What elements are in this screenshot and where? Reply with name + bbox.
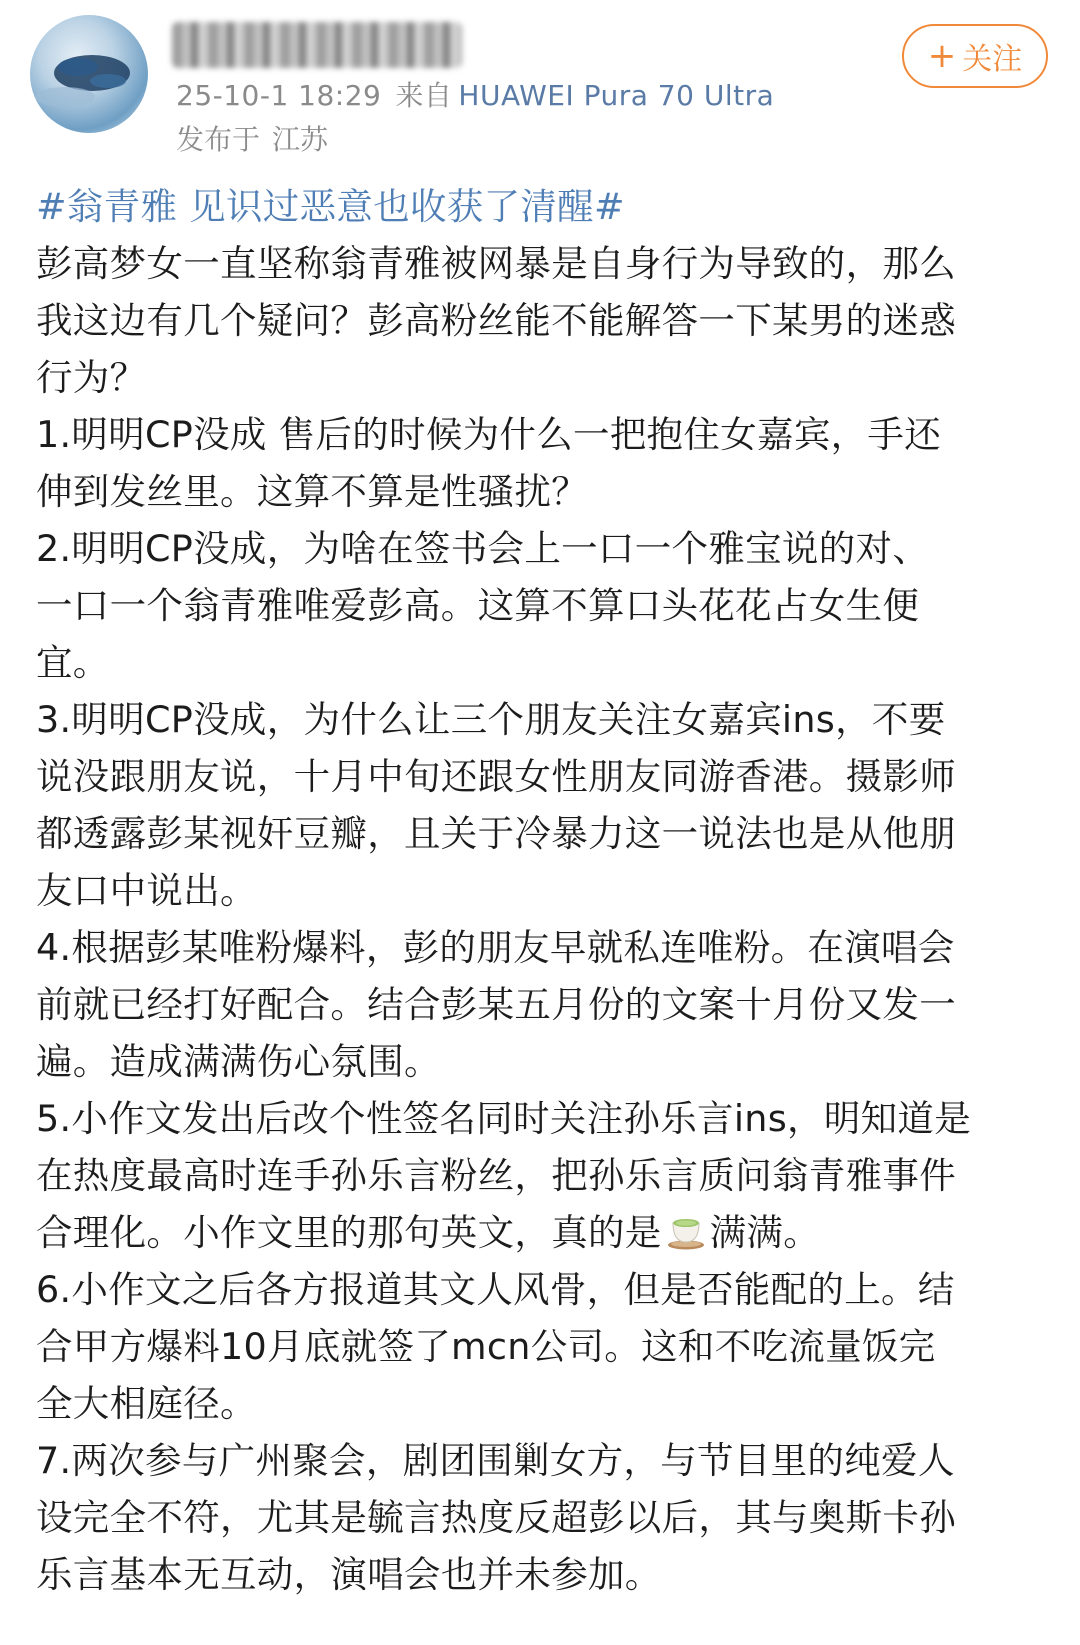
- post-item-3: 3.明明CP没成，为什么让三个朋友关注女嘉宾ins，不要 说没跟朋友说，十月中旬还跟女性朋友同游香港。摄影师 都透露彭某视奸豆瓣，且关于冷暴力这一说法也是从他朋 友口中说出。: [36, 698, 956, 912]
- location-prefix: 发布于: [176, 123, 261, 156]
- hashtag-link[interactable]: #翁青雅 见识过恶意也收获了清醒#: [36, 185, 625, 228]
- avatar-image-icon: [30, 15, 148, 133]
- username-blurred[interactable]: [172, 22, 462, 68]
- location-name: 江苏: [272, 123, 329, 156]
- post-body: [36, 178, 1056, 1603]
- plus-icon: +: [927, 36, 957, 76]
- post-item-2: 2.明明CP没成，为啥在签书会上一口一个雅宝说的对、 一口一个翁青雅唯爱彭高。这算不算口头花花占女生便 宜。: [36, 527, 930, 684]
- post-item-5-text: 5.小作文发出后改个性签名同时关注孙乐言ins，明知道是 在热度最高时连手孙乐言粉丝，把孙乐言质问翁青雅事件 合理化。小作文里的那句英文，真的是: [36, 1097, 972, 1254]
- post-item-1: 1.明明CP没成 售后的时候为什么一把抱住女嘉宾，手还 伸到发丝里。这算不算是性骚扰？: [36, 413, 942, 513]
- source-prefix: 来自: [395, 79, 453, 112]
- post-item-6: 6.小作文之后各方报道其文人风骨，但是否能配的上。结 合甲方爆料10月底就签了mcn公司。这和不吃流量饭完 全大相庭径。: [36, 1268, 955, 1425]
- post-item-5: [36, 1090, 1056, 1261]
- post-header: [0, 0, 1080, 175]
- post-item-7: 7.两次参与广州聚会，剧团围剿女方，与节目里的纯爱人 设完全不符，尤其是毓言热度反超彭以后，其与奥斯卡孙 乐言基本无互动，演唱会也并未参加。: [36, 1439, 956, 1596]
- post-location: [176, 118, 328, 158]
- post-item-5-tail: 满满。: [709, 1211, 821, 1254]
- follow-label: 关注: [962, 42, 1023, 77]
- post-meta: [176, 74, 774, 114]
- post-intro: 彭高梦女一直坚称翁青雅被网暴是自身行为导致的，那么 我这边有几个疑问？彭高粉丝能不能解答一下某男的迷惑 行为？: [36, 242, 956, 399]
- device-name[interactable]: HUAWEI Pura 70 Ultra: [458, 79, 775, 112]
- post-timestamp: 25-10-1 18:29: [176, 79, 382, 112]
- avatar[interactable]: [30, 15, 148, 133]
- tea-cup-icon: [666, 1213, 706, 1251]
- post-item-4: 4.根据彭某唯粉爆料，彭的朋友早就私连唯粉。在演唱会 前就已经打好配合。结合彭某五月份的文案十月份又发一 遍。造成满满伤心氛围。: [36, 926, 956, 1083]
- follow-button[interactable]: [902, 24, 1048, 88]
